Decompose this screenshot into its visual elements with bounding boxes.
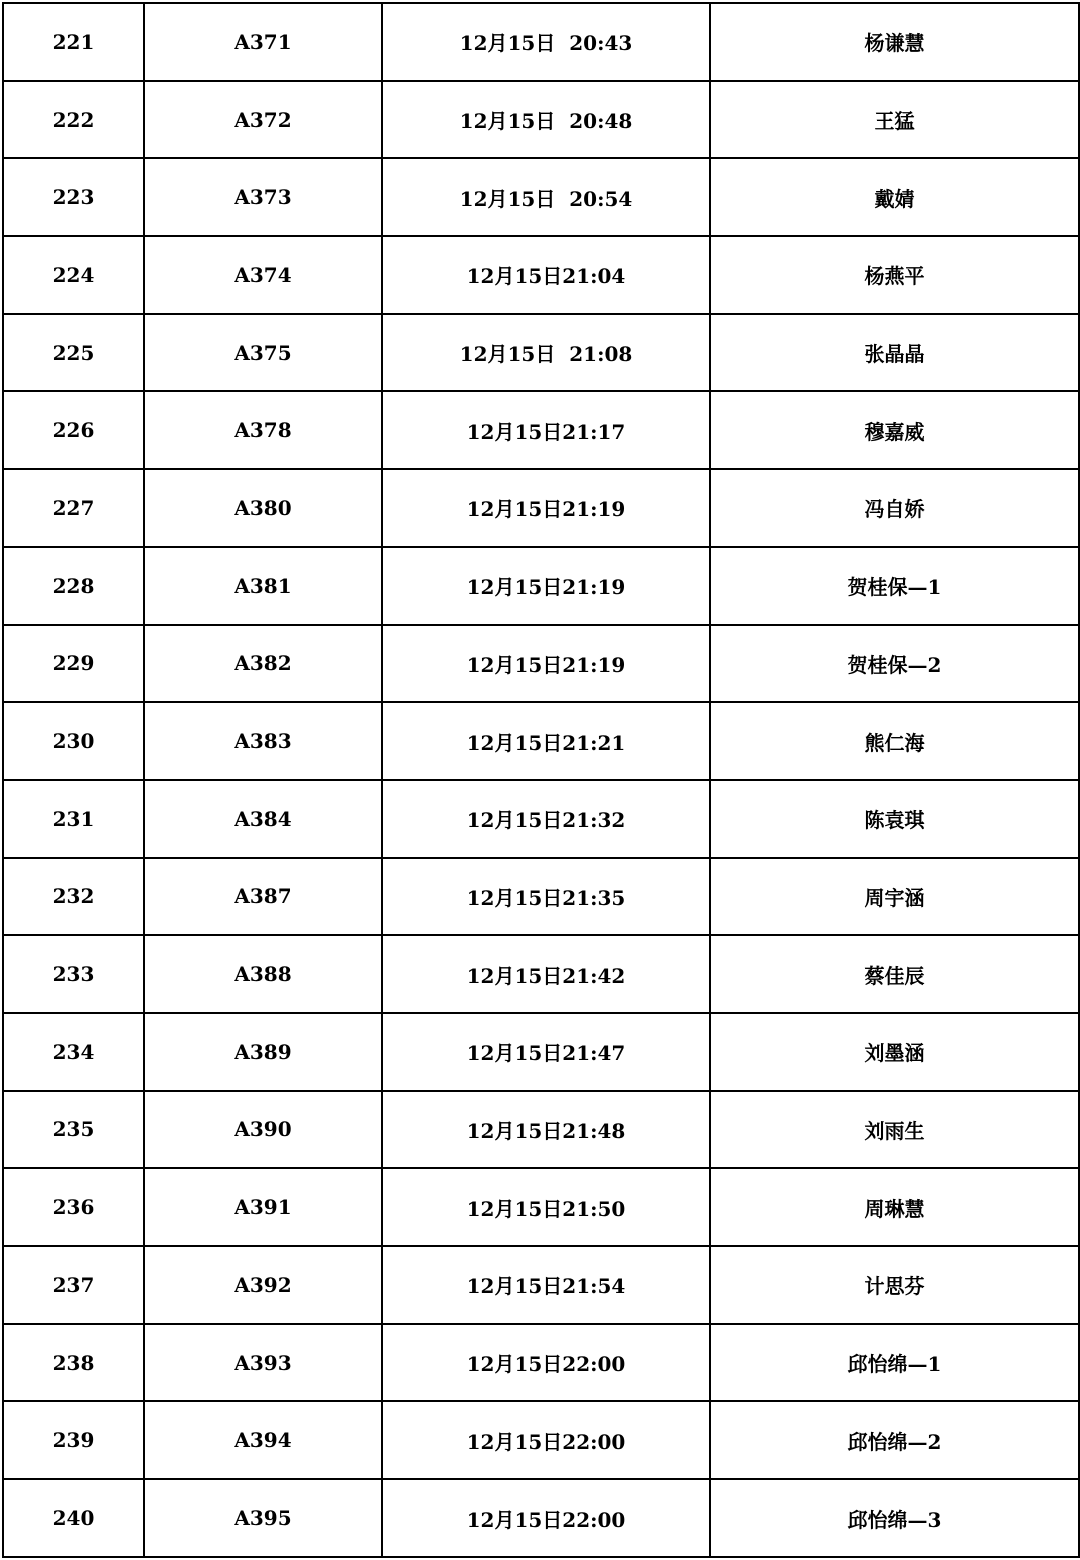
code-cell: A372: [144, 81, 382, 159]
name-cell: 蔡佳辰: [710, 935, 1079, 1013]
name-cell: 计思芬: [710, 1246, 1079, 1324]
name-cell: 杨谦慧: [710, 3, 1079, 81]
table-row: [3, 3, 1079, 81]
code-cell: A393: [144, 1324, 382, 1402]
time-cell: 12月15日22:00: [382, 1479, 710, 1557]
table-row: [3, 935, 1079, 1013]
time-cell: 12月15日21:19: [382, 625, 710, 703]
name-cell: 陈袁琪: [710, 780, 1079, 858]
time-cell: 12月15日21:04: [382, 236, 710, 314]
table-row: [3, 81, 1079, 159]
code-cell: A391: [144, 1168, 382, 1246]
code-cell: A390: [144, 1091, 382, 1169]
records-table-container: [2, 2, 1078, 1558]
code-cell: A371: [144, 3, 382, 81]
row-number-cell: 225: [3, 314, 144, 392]
code-cell: A380: [144, 469, 382, 547]
row-number-cell: 221: [3, 3, 144, 81]
row-number-cell: 223: [3, 158, 144, 236]
time-cell: 12月15日21:48: [382, 1091, 710, 1169]
time-cell: 12月15日22:00: [382, 1401, 710, 1479]
code-cell: A375: [144, 314, 382, 392]
code-cell: A384: [144, 780, 382, 858]
name-cell: 周琳慧: [710, 1168, 1079, 1246]
time-cell: 12月15日21:19: [382, 469, 710, 547]
table-row: [3, 1168, 1079, 1246]
code-cell: A382: [144, 625, 382, 703]
row-number-cell: 233: [3, 935, 144, 1013]
row-number-cell: 232: [3, 858, 144, 936]
name-cell: 刘雨生: [710, 1091, 1079, 1169]
time-cell: 12月15日 20:48: [382, 81, 710, 159]
time-cell: 12月15日 21:08: [382, 314, 710, 392]
row-number-cell: 235: [3, 1091, 144, 1169]
row-number-cell: 234: [3, 1013, 144, 1091]
time-cell: 12月15日 20:43: [382, 3, 710, 81]
row-number-cell: 226: [3, 391, 144, 469]
row-number-cell: 239: [3, 1401, 144, 1479]
time-cell: 12月15日 20:54: [382, 158, 710, 236]
time-cell: 12月15日21:35: [382, 858, 710, 936]
time-cell: 12月15日21:19: [382, 547, 710, 625]
table-row: [3, 314, 1079, 392]
name-cell: 刘墨涵: [710, 1013, 1079, 1091]
name-cell: 熊仁海: [710, 702, 1079, 780]
code-cell: A388: [144, 935, 382, 1013]
row-number-cell: 236: [3, 1168, 144, 1246]
code-cell: A381: [144, 547, 382, 625]
row-number-cell: 224: [3, 236, 144, 314]
row-number-cell: 229: [3, 625, 144, 703]
time-cell: 12月15日21:32: [382, 780, 710, 858]
time-cell: 12月15日21:54: [382, 1246, 710, 1324]
code-cell: A394: [144, 1401, 382, 1479]
row-number-cell: 230: [3, 702, 144, 780]
time-cell: 12月15日21:17: [382, 391, 710, 469]
name-cell: 周宇涵: [710, 858, 1079, 936]
code-cell: A374: [144, 236, 382, 314]
table-row: [3, 1324, 1079, 1402]
row-number-cell: 240: [3, 1479, 144, 1557]
row-number-cell: 222: [3, 81, 144, 159]
table-row: [3, 547, 1079, 625]
records-table: [2, 2, 1080, 1558]
code-cell: A378: [144, 391, 382, 469]
time-cell: 12月15日21:42: [382, 935, 710, 1013]
table-row: [3, 1246, 1079, 1324]
name-cell: 戴婧: [710, 158, 1079, 236]
code-cell: A387: [144, 858, 382, 936]
name-cell: 贺桂保—2: [710, 625, 1079, 703]
time-cell: 12月15日21:47: [382, 1013, 710, 1091]
time-cell: 12月15日21:50: [382, 1168, 710, 1246]
table-row: [3, 625, 1079, 703]
table-row: [3, 858, 1079, 936]
table-row: [3, 391, 1079, 469]
code-cell: A395: [144, 1479, 382, 1557]
table-row: [3, 158, 1079, 236]
time-cell: 12月15日21:21: [382, 702, 710, 780]
name-cell: 杨燕平: [710, 236, 1079, 314]
table-row: [3, 1091, 1079, 1169]
table-row: [3, 1401, 1079, 1479]
name-cell: 张晶晶: [710, 314, 1079, 392]
name-cell: 邱怡绵—3: [710, 1479, 1079, 1557]
records-table-body: [3, 3, 1079, 1557]
code-cell: A373: [144, 158, 382, 236]
table-row: [3, 780, 1079, 858]
row-number-cell: 228: [3, 547, 144, 625]
row-number-cell: 227: [3, 469, 144, 547]
code-cell: A383: [144, 702, 382, 780]
table-row: [3, 469, 1079, 547]
table-row: [3, 236, 1079, 314]
row-number-cell: 231: [3, 780, 144, 858]
name-cell: 穆嘉威: [710, 391, 1079, 469]
row-number-cell: 238: [3, 1324, 144, 1402]
name-cell: 邱怡绵—2: [710, 1401, 1079, 1479]
name-cell: 冯自娇: [710, 469, 1079, 547]
table-row: [3, 1479, 1079, 1557]
code-cell: A392: [144, 1246, 382, 1324]
table-row: [3, 1013, 1079, 1091]
name-cell: 邱怡绵—1: [710, 1324, 1079, 1402]
name-cell: 贺桂保—1: [710, 547, 1079, 625]
name-cell: 王猛: [710, 81, 1079, 159]
code-cell: A389: [144, 1013, 382, 1091]
time-cell: 12月15日22:00: [382, 1324, 710, 1402]
table-row: [3, 702, 1079, 780]
row-number-cell: 237: [3, 1246, 144, 1324]
